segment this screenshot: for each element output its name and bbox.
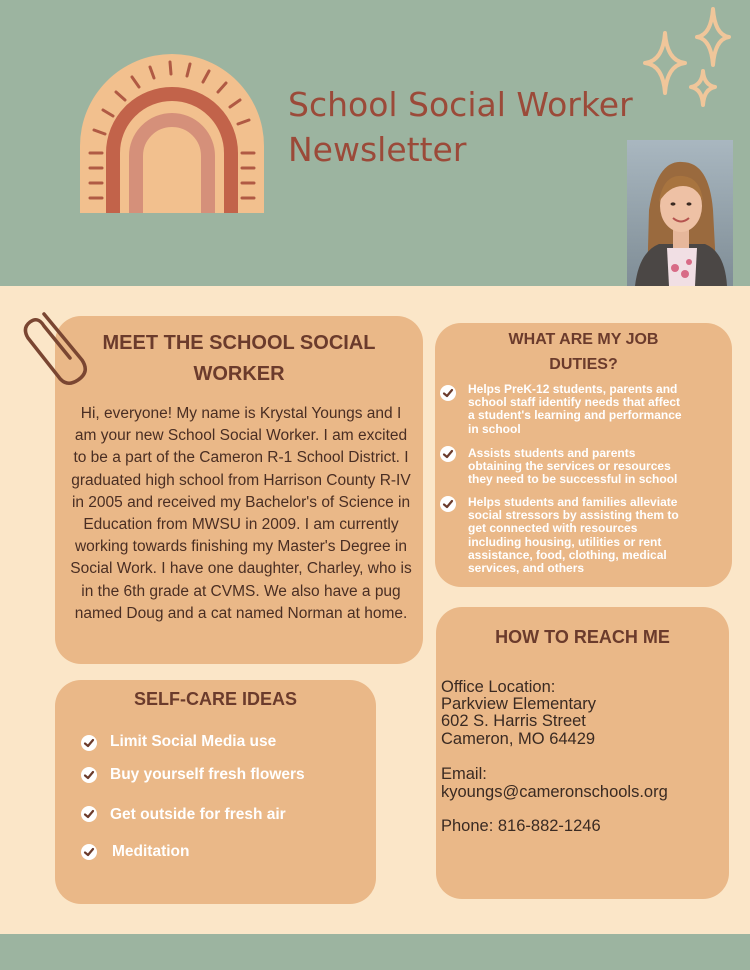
duty-line: get connected with resources	[468, 521, 638, 536]
selfcare-item: Buy yourself fresh flowers	[110, 766, 305, 783]
title-line-2: Newsletter	[288, 130, 467, 169]
check-circle-icon	[440, 446, 456, 462]
office-name: Parkview Elementary	[441, 695, 596, 713]
duties-heading-line-1: WHAT ARE MY JOB	[508, 331, 659, 348]
bio-line: named Doug and a cat named Norman at home.	[74, 604, 408, 622]
duty-line: Helps PreK-12 students, parents and	[468, 382, 678, 396]
duties-heading	[435, 327, 732, 377]
duty-item	[468, 496, 730, 575]
duty-item	[468, 447, 730, 487]
email-label: Email:	[441, 765, 487, 783]
duty-line: a student's learning and performance	[468, 408, 682, 423]
bio-line: Social Work. I have one daughter, Charley, who is	[70, 560, 412, 578]
meet-heading-line-1: MEET THE SCHOOL SOCIAL	[102, 332, 376, 354]
check-circle-icon	[81, 735, 97, 751]
office-city: Cameron, MO 64429	[441, 730, 596, 748]
duty-line: social stressors by assisting them to	[468, 508, 679, 523]
rainbow-icon	[70, 38, 275, 216]
bio-line: in 2005 and received my Bachelor's of Science in	[71, 493, 411, 511]
duty-line: Helps students and families alleviate	[468, 495, 678, 509]
meet-heading	[55, 328, 423, 390]
bio-line: to be a part of the Cameron R-1 School District. I	[73, 449, 409, 467]
bio-line: Hi, everyone! My name is Krystal Youngs and I	[80, 405, 402, 422]
check-circle-icon	[81, 844, 97, 860]
selfcare-item: Get outside for fresh air	[110, 806, 286, 823]
check-circle-icon	[81, 767, 97, 783]
meet-heading-line-2: WORKER	[193, 363, 285, 385]
duty-line: they need to be successful in school	[468, 472, 678, 487]
sparkle-icon	[633, 5, 738, 110]
selfcare-item: Limit Social Media use	[110, 733, 277, 750]
email-link[interactable]: kyoungs@cameronschools.org	[441, 783, 668, 801]
check-circle-icon	[440, 496, 456, 512]
selfcare-item: Meditation	[112, 843, 190, 860]
selfcare-heading: SELF-CARE IDEAS	[133, 689, 297, 709]
footer-band	[0, 934, 750, 970]
phone-text: Phone: 816-882-1246	[441, 817, 601, 835]
check-circle-icon	[440, 385, 456, 401]
bio-line: Education from MWSU in 2009. I am currently	[83, 516, 399, 534]
duty-line: assistance, food, clothing, medical	[468, 547, 667, 562]
duty-line: Assists students and parents	[468, 446, 636, 460]
office-street: 602 S. Harris Street	[441, 712, 586, 730]
duty-line: school staff identify needs that affect	[468, 395, 681, 410]
duties-heading-line-2: DUTIES?	[549, 356, 618, 373]
duty-line: obtaining the services or resources	[468, 459, 671, 474]
bio-line: graduated high school from Harrison County R-IV	[71, 471, 411, 489]
duty-line: services, and others	[468, 561, 585, 576]
duty-line: including housing, utilities or rent	[468, 534, 662, 549]
page-title	[288, 82, 633, 172]
contact-heading: HOW TO REACH ME	[495, 627, 670, 647]
paperclip-icon	[20, 300, 92, 390]
bio-line: working towards finishing my Master's Degree in	[74, 538, 408, 556]
office-label: Office Location:	[441, 678, 556, 696]
portrait-photo	[627, 140, 733, 286]
contact-card	[436, 607, 729, 899]
bio-line: am your new School Social Worker. I am excited	[74, 427, 408, 445]
bio-text	[60, 403, 422, 625]
duty-item	[468, 383, 730, 436]
title-line-1: School Social Worker	[288, 85, 633, 124]
check-circle-icon	[81, 806, 97, 822]
bio-line: in the 6th grade at CVMS. We also have a pug	[81, 582, 401, 600]
selfcare-card	[55, 680, 376, 904]
duty-line: in school	[468, 421, 521, 436]
